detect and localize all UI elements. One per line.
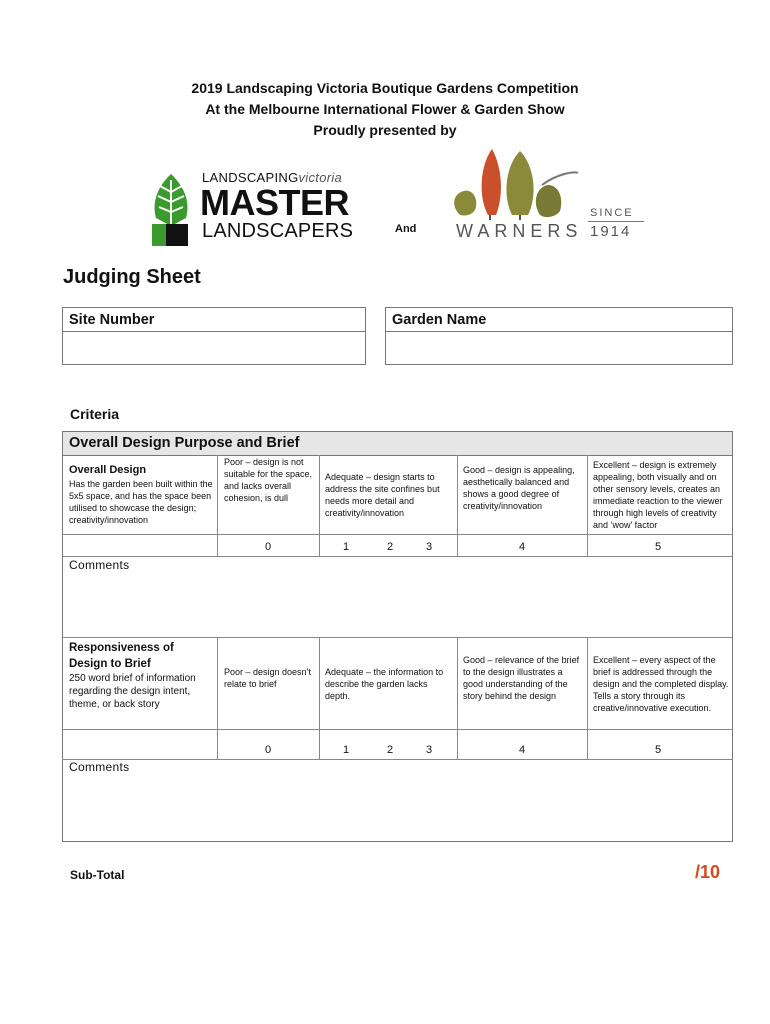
divider: [217, 637, 218, 759]
criterion-1-poor: Poor – design is not suitable for the space, and lacks overall cohesion, is dull: [224, 457, 313, 503]
header-line-1: 2019 Landscaping Victoria Boutique Gardens Competition: [191, 80, 579, 96]
leaf-icon: [150, 172, 192, 246]
garden-name-input[interactable]: [386, 332, 732, 364]
criterion-2-cell: [69, 640, 214, 711]
score-1[interactable]: 1: [342, 541, 350, 553]
score-3[interactable]: 3: [425, 744, 433, 756]
comments-label-2: Comments: [69, 760, 130, 774]
logo-landscapers-text: LANDSCAPERS: [202, 220, 354, 242]
header-line-2: At the Melbourne International Flower & Garden Show: [205, 101, 565, 117]
score-5[interactable]: 5: [654, 744, 662, 756]
divider: [587, 637, 588, 759]
divider: [62, 556, 733, 557]
divider: [457, 455, 458, 556]
criterion-1-excellent: Excellent – design is extremely appealing, both visually and on other sensory levels, creates an immediate reaction to the viewer through high levels of creativity and ‘wow’ factor: [593, 460, 723, 530]
site-number-label: Site Number: [63, 308, 365, 332]
score-0[interactable]: 0: [264, 541, 272, 553]
divider: [319, 637, 320, 759]
score-4[interactable]: 4: [518, 541, 526, 553]
score-2[interactable]: 2: [386, 541, 394, 553]
divider: [62, 759, 733, 760]
criterion-1-good: Good – design is appealing, aesthetically balanced and shows a good degree of creativity/innovation: [463, 465, 575, 511]
master-landscapers-logo: [150, 168, 370, 248]
warners-logo: [450, 145, 650, 250]
sheet-title: Judging Sheet: [63, 266, 201, 288]
divider: [319, 455, 320, 556]
logo-landscaping-text: LANDSCAPING: [202, 170, 299, 185]
criterion-1-adequate: Adequate – design starts to address the site confines but needs more detail and creativity/innovation: [325, 472, 440, 518]
divider: [457, 637, 458, 759]
divider: [62, 729, 733, 730]
divider: [62, 534, 733, 535]
score-5[interactable]: 5: [654, 541, 662, 553]
criterion-2-poor: Poor – design doesn’t relate to brief: [224, 667, 312, 689]
criterion-2-desc: 250 word brief of information regarding the design intent, theme, or back story: [69, 673, 196, 710]
and-label: And: [395, 223, 417, 235]
criterion-2-title: Responsiveness of Design to Brief: [69, 642, 174, 670]
score-1[interactable]: 1: [342, 744, 350, 756]
subtotal-value: /10: [695, 862, 721, 882]
site-number-box: [62, 307, 366, 365]
divider: [587, 455, 588, 556]
logo-master-text: MASTER: [200, 182, 349, 223]
score-2[interactable]: 2: [386, 744, 394, 756]
criterion-2-excellent: Excellent – every aspect of the brief is addressed through the design and the completed display. Tells a story through its creative/innovative execution.: [593, 655, 729, 713]
warners-year: 1914: [590, 223, 632, 240]
logo-victoria-text: victoria: [298, 170, 343, 185]
criterion-1-desc: Has the garden been built within the 5x5 space, and has the space been utilised to showcase the design; creativity/innovation: [69, 479, 213, 525]
criterion-1-title: Overall Design: [69, 464, 147, 476]
divider: [217, 455, 218, 556]
warners-name: WARNERS: [456, 221, 583, 241]
divider: [62, 637, 733, 638]
section-title: Overall Design Purpose and Brief: [69, 435, 300, 451]
comments-field-2[interactable]: [64, 776, 731, 840]
section-header: [63, 432, 732, 456]
comments-label-1: Comments: [69, 558, 130, 572]
subtotal-label: Sub-Total: [70, 868, 125, 882]
criterion-2-adequate: Adequate – the information to describe the garden lacks depth.: [325, 667, 444, 701]
warners-since: SINCE: [590, 207, 634, 219]
score-3[interactable]: 3: [425, 541, 433, 553]
score-0[interactable]: 0: [264, 744, 272, 756]
garden-name-box: [385, 307, 733, 365]
criteria-label: Criteria: [70, 406, 120, 422]
warners-divider: [588, 221, 644, 222]
criterion-1-cell: [69, 463, 214, 526]
site-number-input[interactable]: [63, 332, 365, 364]
garden-name-label: Garden Name: [386, 308, 732, 332]
criterion-2-good: Good – relevance of the brief to the design illustrates a good understanding of the story behind the design: [463, 655, 580, 701]
header-line-3: Proudly presented by: [313, 122, 457, 138]
score-4[interactable]: 4: [518, 744, 526, 756]
comments-field-1[interactable]: [64, 574, 731, 636]
